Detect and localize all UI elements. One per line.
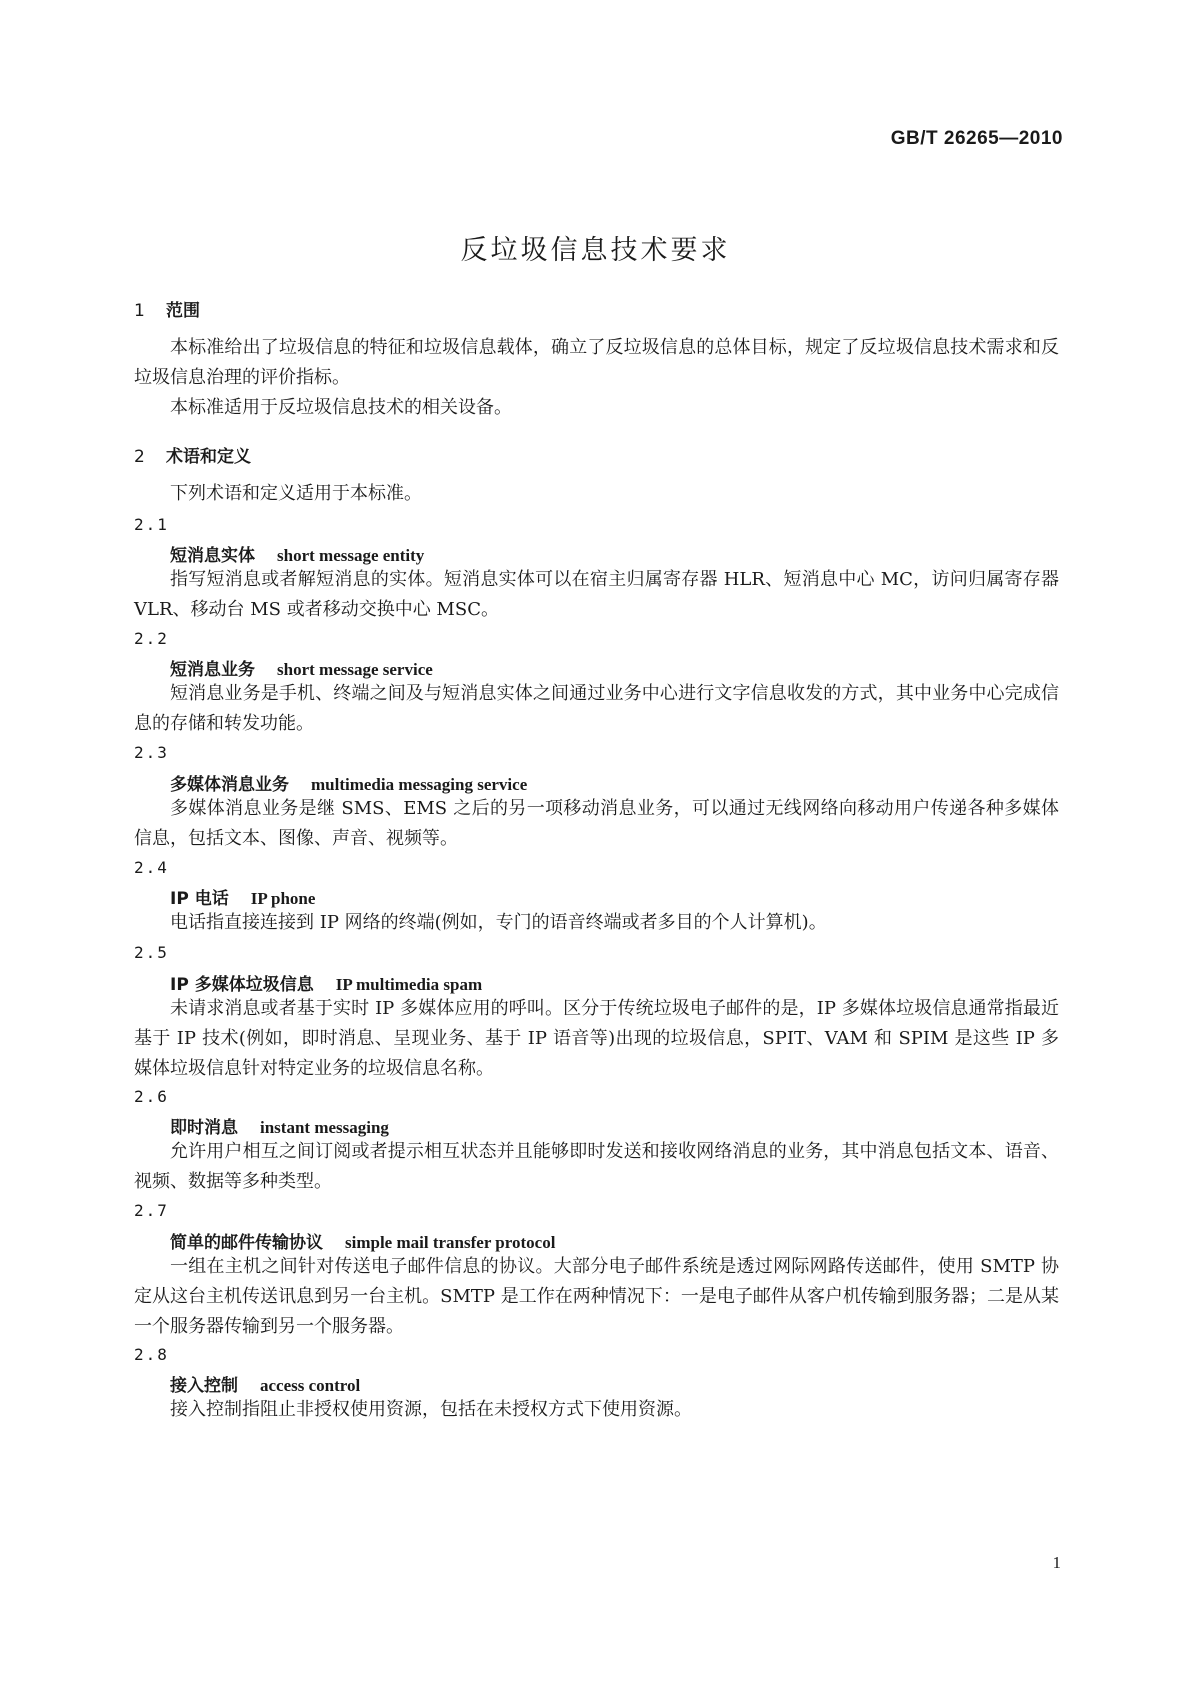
term-heading xyxy=(170,1113,389,1138)
section-title: 术语和定义 xyxy=(166,447,251,467)
term-definition: 一组在主机之间针对传送电子邮件信息的协议。大部分电子邮件系统是透过网际网路传送邮件，使用 SMTP 协定从这台主机传送讯息到另一台主机。SMTP 是工作在两种情况下：一是电子邮件从客户机传输到服务器；二是从某一个服务器传输到另一个服务器。 xyxy=(134,1256,1059,1337)
section-heading-terms xyxy=(134,442,251,467)
clause-number: 2.3 xyxy=(134,743,169,762)
term-en: short message entity xyxy=(277,546,425,565)
term-zh: 多媒体消息业务 xyxy=(170,775,289,795)
term-en: access control xyxy=(260,1376,361,1395)
term-en: IP phone xyxy=(250,889,316,908)
clause-number: 2.6 xyxy=(134,1087,169,1106)
term-zh: IP 电话 xyxy=(170,889,229,909)
term-heading xyxy=(170,541,424,566)
term-definition: 允许用户相互之间订阅或者提示相互状态并且能够即时发送和接收网络消息的业务，其中消息包括文本、语音、视频、数据等多种类型。 xyxy=(134,1141,1059,1192)
term-definition: 短消息业务是手机、终端之间及与短消息实体之间通过业务中心进行文字信息收发的方式，其中业务中心完成信息的存储和转发功能。 xyxy=(134,683,1059,734)
term-en: IP multimedia spam xyxy=(335,975,483,994)
scope-paragraph-1: 本标准给出了垃圾信息的特征和垃圾信息载体，确立了反垃圾信息的总体目标，规定了反垃圾信息技术需求和反垃圾信息治理的评价指标。 xyxy=(134,337,1059,388)
term-definition: 电话指直接连接到 IP 网络的终端(例如，专门的语音终端或者多目的个人计算机)。 xyxy=(170,912,827,933)
terms-intro: 下列术语和定义适用于本标准。 xyxy=(170,483,422,504)
term-zh: 短消息业务 xyxy=(170,660,255,680)
clause-number: 2.2 xyxy=(134,629,169,648)
term-definition: 接入控制指阻止非授权使用资源，包括在未授权方式下使用资源。 xyxy=(170,1399,692,1420)
document-title: 反垃圾信息技术要求 xyxy=(460,235,731,266)
term-heading xyxy=(170,884,315,909)
standard-number: GB/T 26265—2010 xyxy=(890,128,1063,149)
section-heading-scope xyxy=(134,296,200,321)
term-en: instant messaging xyxy=(260,1118,389,1137)
term-zh: 接入控制 xyxy=(170,1376,238,1396)
clause-number: 2.4 xyxy=(134,858,169,877)
section-title: 范围 xyxy=(166,301,200,321)
page-number: 1 xyxy=(1052,1553,1061,1572)
clause-number: 2.1 xyxy=(134,515,169,534)
term-definition: 多媒体消息业务是继 SMS、EMS 之后的另一项移动消息业务，可以通过无线网络向移动用户传递各种多媒体信息，包括文本、图像、声音、视频等。 xyxy=(134,798,1059,849)
clause-number: 2.7 xyxy=(134,1201,169,1220)
term-en: simple mail transfer protocol xyxy=(345,1233,556,1252)
term-zh: 即时消息 xyxy=(170,1118,238,1138)
term-zh: 简单的邮件传输协议 xyxy=(170,1233,323,1253)
clause-number: 2.8 xyxy=(134,1345,169,1364)
section-number: 1 xyxy=(134,301,145,321)
term-en: multimedia messaging service xyxy=(311,775,528,794)
scope-paragraph-2: 本标准适用于反垃圾信息技术的相关设备。 xyxy=(170,397,512,418)
section-number: 2 xyxy=(134,447,145,467)
term-heading xyxy=(170,970,482,995)
clause-number: 2.5 xyxy=(134,943,169,962)
term-heading xyxy=(170,655,433,680)
term-en: short message service xyxy=(277,660,433,679)
term-definition: 指写短消息或者解短消息的实体。短消息实体可以在宿主归属寄存器 HLR、短消息中心 MC，访问归属寄存器 VLR、移动台 MS 或者移动交换中心 MSC。 xyxy=(134,569,1059,620)
term-heading xyxy=(170,1371,360,1396)
term-heading xyxy=(170,770,527,795)
term-zh: 短消息实体 xyxy=(170,546,255,566)
term-zh: IP 多媒体垃圾信息 xyxy=(170,975,314,995)
term-heading xyxy=(170,1228,555,1253)
term-definition: 未请求消息或者基于实时 IP 多媒体应用的呼叫。区分于传统垃圾电子邮件的是，IP 多媒体垃圾信息通常指最近基于 IP 技术(例如，即时消息、呈现业务、基于 IP 语音等)出现的垃圾信息，SPIT、VAM 和 SPIM 是这些 IP 多媒体垃圾信息针对特定业务的垃圾信息名称。 xyxy=(134,998,1059,1079)
